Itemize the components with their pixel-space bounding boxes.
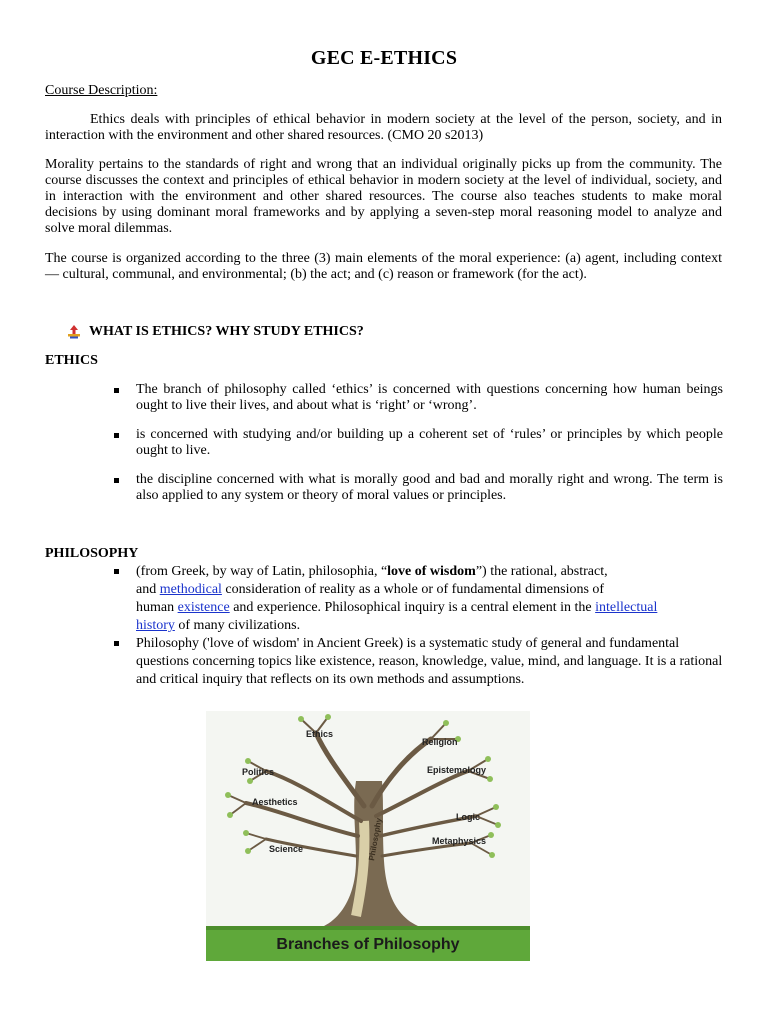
course-description-label: Course Description: (45, 83, 158, 98)
arrow-bullet-icon (67, 325, 81, 339)
figure-caption: Branches of Philosophy (276, 936, 460, 953)
document-title: GEC E-ETHICS (310, 47, 458, 69)
branch-label-religion: Religion (422, 737, 458, 747)
philosophy-bullet-list (113, 563, 723, 689)
branch-label-science: Science (269, 844, 304, 854)
ethics-heading: ETHICS (45, 353, 98, 368)
section-heading (67, 324, 364, 340)
philosophy-heading: PHILOSOPHY (45, 546, 139, 561)
branch-label-epistemology: Epistemology (427, 765, 487, 775)
list-item: Philosophy ('love of wisdom' in Ancient Greek) is a systematic study of general and fundamental questions concerning topics like existence, reason, knowledge, value, mind, and language. It is a rational and critical inquiry that reflects on its own methods and assumptions. (113, 635, 723, 689)
list-item: (from Greek, by way of Latin, philosophia, “love of wisdom”) the rational, abstract, and methodical consideration of reality as a whole or of fundamental dimensions of human existence and experience. Philosophical inquiry is a central element in the intellectual history of many civilizations. (113, 563, 723, 635)
branch-label-ethics: Ethics (306, 729, 334, 739)
trunk-label: Philosophy (367, 817, 384, 862)
branch-label-politics: Politics (242, 767, 275, 777)
section-heading-text: WHAT IS ETHICS? WHY STUDY ETHICS? (89, 324, 364, 339)
branches-of-philosophy-figure (206, 711, 530, 961)
list-item: The branch of philosophy called ‘ethics’ is concerned with questions concerning how human beings ought to live their lives, and about what is ‘right’ or ‘wrong’. (113, 382, 723, 414)
paragraph-ethics-definition: Ethics deals with principles of ethical behavior in modern society at the level of the person, society, and in interaction with the environment and other shared resources. (CMO 20 s2013) (45, 112, 722, 143)
link-methodical[interactable]: methodical (159, 582, 222, 597)
link-intellectual-history[interactable]: intellectual history (136, 600, 658, 633)
paragraph-course-organization: The course is organized according to the three (3) main elements of the moral experience: (a) agent, including context — cultural, communal, and environmental; (b) the act; and (c) reason or framework (for the act). (45, 251, 722, 282)
ethics-bullet-list (113, 382, 723, 504)
branch-label-metaphysics: Metaphysics (432, 836, 487, 846)
love-of-wisdom-emphasis: love of wisdom (387, 564, 476, 579)
link-existence[interactable]: existence (177, 600, 230, 615)
list-item: is concerned with studying and/or building up a coherent set of ‘rules’ or principles by which people ought to live. (113, 427, 723, 459)
paragraph-morality: Morality pertains to the standards of right and wrong that an individual originally picks up from the community. The course discusses the context and principles of ethical behavior in modern society at the level of individual, society, and in interaction with the environment and other shared resources. The course also teaches students to make moral decisions by using dominant moral frameworks and by applying a seven-step moral reasoning model to analyze and solve moral dilemmas. (45, 157, 722, 236)
list-item: the discipline concerned with what is morally good and bad and morally right and wrong. The term is also applied to any system or theory of moral values or principles. (113, 472, 723, 504)
branch-label-aesthetics: Aesthetics (252, 797, 298, 807)
branch-label-logic: Logic (456, 812, 480, 822)
